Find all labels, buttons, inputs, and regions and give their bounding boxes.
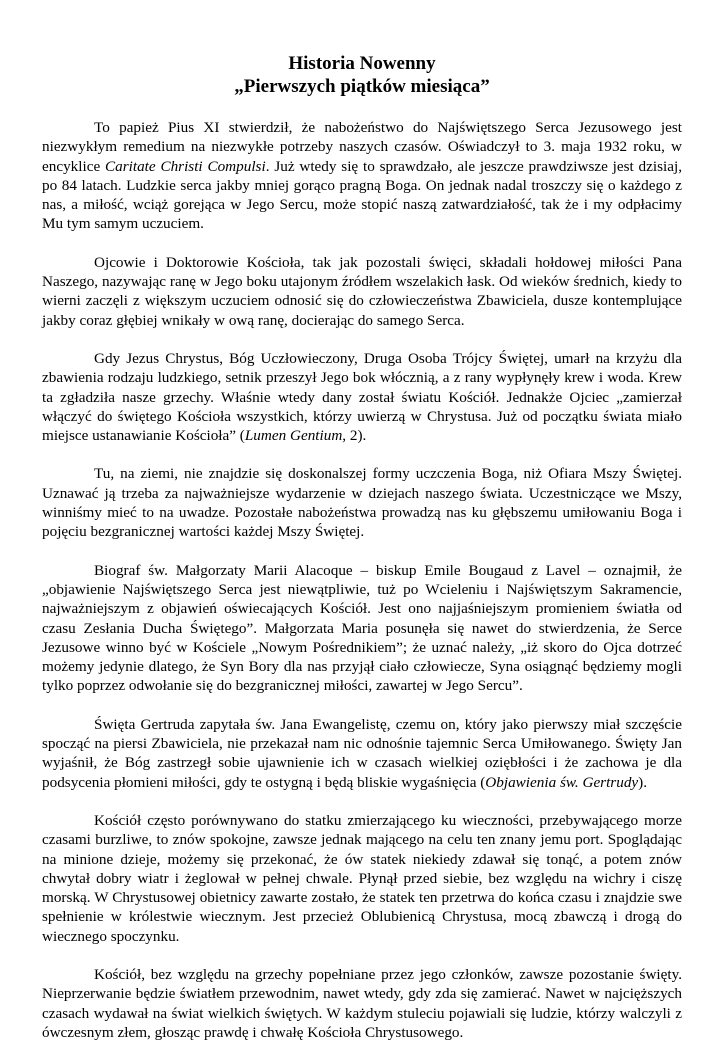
- document-body: [42, 118, 682, 1042]
- paragraph-text: Gdy Jezus Chrystus, Bóg Uczłowieczony, Druga Osoba Trójcy Świętej, umarł na krzyżu dla zbawienia rodzaju ludzkiego, setnik przeszył Jego bok włócznią, a z rany wypłynęły krew i woda. Krew ta zgładziła nasze grzechy. Właśnie wtedy dany został światu Kościół. Jednakże Ojciec „zamierzał włączyć do świętego Kościoła wszystkich, którzy uwierzą w Chrystusa. Już od początku świata miało miejsce ustanawianie Kościoła” (: [42, 349, 682, 445]
- citation-title: Objawienia św. Gertrudy: [485, 773, 639, 791]
- document-title: [42, 52, 682, 98]
- paragraph: [42, 561, 682, 696]
- paragraph-text: To papież Pius XI stwierdził, że nabożeństwo do Najświętszego Serca Jezusowego jest niezwykłym remedium na niezwykłe potrzeby naszych czasów. Oświadczył to 3. maja 1932 roku, w encyklice: [42, 119, 682, 175]
- paragraph: [42, 253, 682, 330]
- paragraph-text: , 2).: [342, 427, 367, 445]
- paragraph: [42, 464, 682, 541]
- paragraph: [42, 118, 682, 234]
- title-line-1: Historia Nowenny: [288, 53, 436, 74]
- paragraph-text: Biograf św. Małgorzaty Marii Alacoque – biskup Emile Bougaud z Lavel – oznajmił, że „objawienie Najświętszego Serca jest niewątpliwie, tuż po Wcieleniu i Najświętszym Sakramencie, najważniejszym z objawień oświecających Kościół. Jest ono najjaśniejszym promieniem światła od czasu Zesłania Ducha Świętego”. Małgorzata Maria posunęła się nawet do stwierdzenia, że Serce Jezusowe winno być w Kościele „Nowym Pośrednikiem”; że uznać należy, „iż skoro do Ojca dotrzeć możemy jedynie dlatego, że Syn Bory dla nas przyjął ciało człowiecze, Syna osiągnąć będziemy mogli tylko poprzez odwołanie się do bezgranicznej miłości, zawartej w Jego Sercu”.: [42, 561, 682, 695]
- paragraph-text: ).: [638, 773, 648, 791]
- title-line-2: „Pierwszych piątków miesiąca”: [234, 76, 490, 97]
- paragraph-text: Święta Gertruda zapytała św. Jana Ewangelistę, czemu on, który jako pierwszy miał szczęście spocząć na piersi Zbawiciela, nie przekazał nam nic odnośnie tajemnic Serca Umiłowanego. Święty Jan wyjaśnił, że Bóg zastrzegł sobie ujawnienie ich w czasach wielkiej oziębłości i że zachowa je dla podsycenia płomieni miłości, gdy te ostygną i będą bliskie wygaśnięcia (: [42, 715, 682, 791]
- paragraph: [42, 965, 682, 1042]
- paragraph: [42, 715, 682, 792]
- paragraph-text: Kościół, bez względu na grzechy popełniane przez jego członków, zawsze pozostanie święty. Nieprzerwanie będzie światłem przewodnim, nawet wtedy, gdy zda się zamierać. Nawet w najcięższych czasach wydawał na świat wielkich świętych. W każdym stuleciu pojawiali się ludzie, którzy walczyli z ówczesnym złem, głosząc prawdę i chwałę Kościoła Chrystusowego.: [42, 965, 682, 1041]
- paragraph-text: Ojcowie i Doktorowie Kościoła, tak jak pozostali święci, składali hołdowej miłości Pana Naszego, nazywając ranę w Jego boku utajonym źródłem wszelakich łask. Od wieków średnich, kiedy to wierni zaczęli z większym uczuciem odnosić się do człowieczeństwa Zbawiciela, dusze kontemplujące jakby coraz głębiej wnikały w ową ranę, docierając do samego Serca.: [42, 253, 682, 329]
- paragraph-text: Kościół często porównywano do statku zmierzającego ku wieczności, przebywającego morze czasami burzliwe, to znów spokojne, zawsze jednak mającego na celu ten znany jemu port. Spoglądając na minione dzieje, możemy się przekonać, że ów statek niekiedy zdawał się tonąć, a potem znów chwytał dobry wiatr i żeglował w pełnej chwale. Płynął przed siebie, bez względu na wichry i ciszę morską. W Chrystusowej obietnicy zawarte zostało, że statek ten przetrwa do końca czasu i znajdzie swe spełnienie w królestwie wiecznym. Jest przecież Oblubienicą Chrystusa, mocą zbawczą i drogą do wiecznego spoczynku.: [42, 811, 682, 945]
- paragraph: [42, 349, 682, 445]
- encyclical-title: Caritate Christi Compulsi: [105, 157, 266, 175]
- paragraph: [42, 811, 682, 946]
- paragraph-text: . Już wtedy się to sprawdzało, ale jeszcze prawdziwsze jest dzisiaj, po 84 latach. Ludzkie serca jakby mniej gorąco pragną Boga. On jednak nadal troszczy się o każdego z nas, a miłość, wciąż gorejąca w Jego Sercu, może stopić naszą zatwardziałość, tak że i my odpłacimy Mu tym samym uczuciem.: [42, 157, 682, 233]
- citation-title: Lumen Gentium: [244, 427, 343, 445]
- paragraph-text: Tu, na ziemi, nie znajdzie się doskonalszej formy uczczenia Boga, niż Ofiara Mszy Świętej. Uznawać ją trzeba za najważniejsze wydarzenie w dziejach naszego świata. Uczestniczące we Mszy, winniśmy mieć to na uwadze. Pozostałe nabożeństwa prowadzą nas ku głębszemu umiłowaniu Boga i pojęciu bezgranicznej wartości każdej Mszy Świętej.: [42, 465, 682, 541]
